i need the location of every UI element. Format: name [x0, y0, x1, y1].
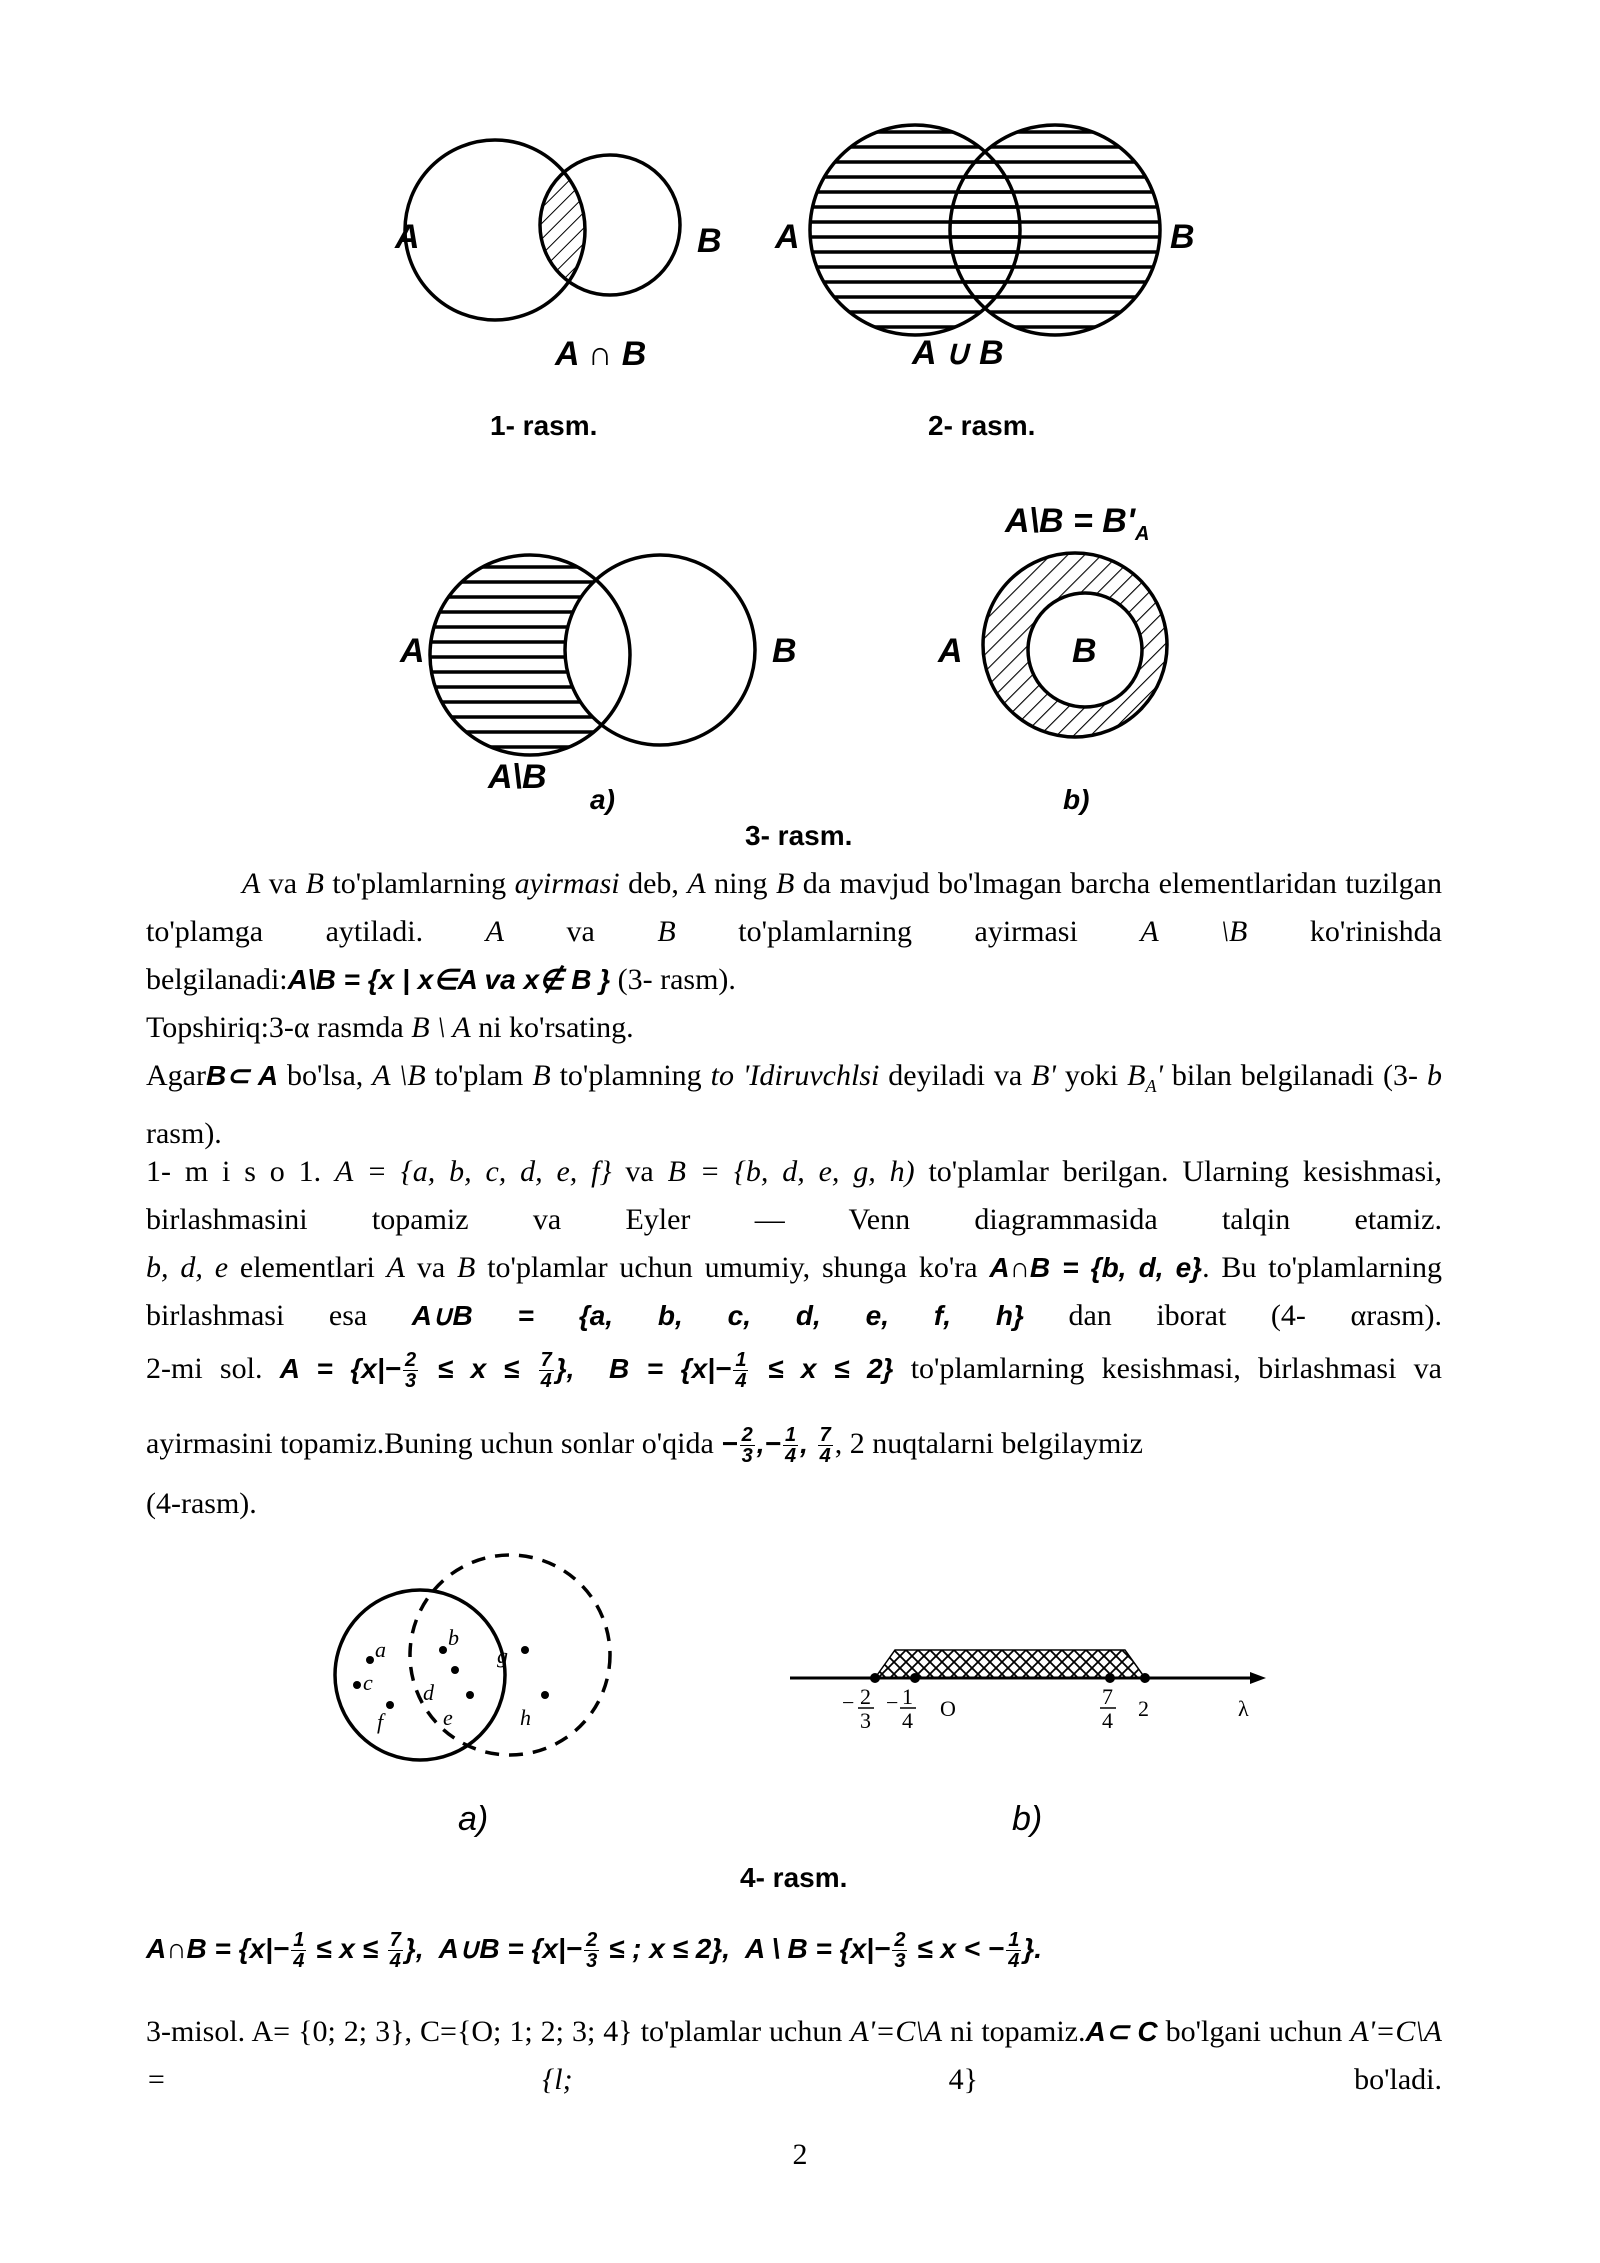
figure-4a-venn-points: [315, 1545, 635, 1785]
task-line: Topshiriq:3-α rasmda B \ A ni ko'rsating.: [146, 1011, 634, 1044]
example-2-line: 2-mi sol. A = {x|− $\frac{2}{3}$ ≤ x ≤ $\frac{7}{4}$ }, B = {x|− $\frac{1}{4}$ ≤ x ≤ 2} to'plamlarning kesishmasi, birlashmasi va: [146, 1349, 1442, 1393]
fig1-label-b: B: [697, 222, 722, 260]
point-f: f: [377, 1709, 384, 1734]
tick-num-1: 2: [860, 1684, 871, 1709]
page-number: 2: [792, 2138, 808, 2171]
tick-num-2: 1: [902, 1684, 913, 1709]
figure-1-intersection: [380, 120, 710, 350]
set-b-circle: [410, 1555, 610, 1755]
belgilanadi-label: belgilanadi:: [146, 963, 288, 996]
fig3-caption: 3- rasm.: [745, 820, 853, 851]
tick-den-3: 4: [1102, 1708, 1113, 1733]
fig1-caption: 1- rasm.: [490, 410, 598, 441]
tick-den-2: 4: [902, 1708, 913, 1733]
fig1-expression: A ∩ B: [555, 335, 647, 373]
fig3b-label-b: B: [1072, 632, 1097, 670]
fig4-caption: 4- rasm.: [740, 1862, 848, 1893]
tick-origin: O: [940, 1696, 956, 1721]
fig2-expression: A ∪ B: [912, 334, 1004, 372]
point-b: b: [448, 1625, 459, 1650]
example-1-paragraph: 1- m i s o 1. A = {a, b, c, d, e, f} va B = {b, d, e, g, h) to'plamlar berilgan. Ularning kesishmasi, birlashmasini topamiz va Eyler — Venn diagrammasida talqin etamiz.: [146, 1155, 1442, 1236]
figure-4b-number-line: [780, 1620, 1280, 1750]
fig3b-label-a: A: [938, 632, 963, 670]
definition-formula-line: [146, 956, 1442, 1004]
fig3a-label-a: A: [400, 632, 425, 670]
example-3-paragraph: 3-misol. A= {0; 2; 3}, C={O; 1; 2; 3; 4} to'plamlar uchun A'=C\A ni topamiz.A⊂ C bo'lgani uchun A'=C\A = {l; 4} bo'ladi.: [146, 2015, 1442, 2096]
point-h: h: [520, 1705, 531, 1730]
example-2-points-line: ayirmasini topamiz.Buning uchun sonlar o'qida − $\frac{2}{3}$ ,− $\frac{1}{4}$ , $\frac{7}{4}$ , 2 nuqtalarni belgilaymiz: [146, 1424, 1143, 1468]
complement-paragraph: AgarB⊂ A bo'lsa, A \B to'plam B to'plamning to 'Idiruvchlsi deyiladi va B' yoki $B_A'$ bilan belgilanadi (3- b rasm).: [146, 1059, 1442, 1150]
point-d: d: [423, 1680, 434, 1705]
point-a: a: [375, 1637, 386, 1662]
set-a-circle: [335, 1590, 505, 1760]
fig3a-expression: A\B: [488, 758, 547, 796]
figure-reference-line: (4-rasm).: [146, 1487, 257, 1520]
axis-arrow: [1250, 1672, 1266, 1684]
fig3b-sublabel: b): [1063, 784, 1090, 815]
fig1-label-a: A: [395, 218, 420, 256]
fig3b-expression: A\B = $B'_A$: [1005, 502, 1150, 545]
tick-minus-2: −: [886, 1690, 899, 1715]
fig2-caption: 2- rasm.: [928, 410, 1036, 441]
tick-minus-1: −: [842, 1690, 855, 1715]
fig2-label-b: B: [1170, 218, 1195, 256]
example-1-solution: b, d, e elementlari A va B to'plamlar uchun umumiy, shunga ko'ra A∩B = {b, d, e}. Bu to'plamlarning birlashmasi esa A∪B = {a, b, c, d, e, f, h} dan iborat (4- αrasm).: [146, 1251, 1443, 1332]
fig3a-sublabel: a): [590, 784, 615, 815]
definition-paragraph: A va B to'plamlarning ayirmasi deb, A ning B da mavjud bo'lmagan barcha elementlaridan tuzilgan to'plamga aytiladi. A va B to'plamlarning ayirmasi A \B ko'rinishda: [146, 867, 1443, 948]
tick-den-1: 3: [860, 1708, 871, 1733]
fig4a-sublabel: a): [458, 1800, 489, 1838]
figure-2-union: [805, 110, 1185, 340]
axis-label: λ: [1238, 1696, 1249, 1721]
difference-formula: A\B = {x | x∈A va x∉ B }: [287, 964, 611, 995]
point-c: c: [363, 1670, 373, 1695]
point-g: g: [497, 1643, 508, 1668]
figure-3a-difference: [425, 545, 770, 770]
fig4b-sublabel: b): [1012, 1800, 1043, 1838]
tick-two: 2: [1138, 1696, 1149, 1721]
fig3a-label-b: B: [772, 632, 797, 670]
point-e: e: [443, 1705, 453, 1730]
results-line: A∩B = {x|− $\frac{1}{4}$ ≤ x ≤ $\frac{7}{4}$ }, A∪B = {x|− $\frac{2}{3}$ ≤ ; x ≤ 2}, A \ B = {x|− $\frac{2}{3}$ ≤ x < − $\frac{1}{4}$ }.: [146, 1929, 1043, 1973]
fig2-label-a: A: [775, 218, 800, 256]
tick-num-3: 7: [1102, 1684, 1113, 1709]
difference-formula-ref: (3- rasm).: [610, 963, 736, 996]
